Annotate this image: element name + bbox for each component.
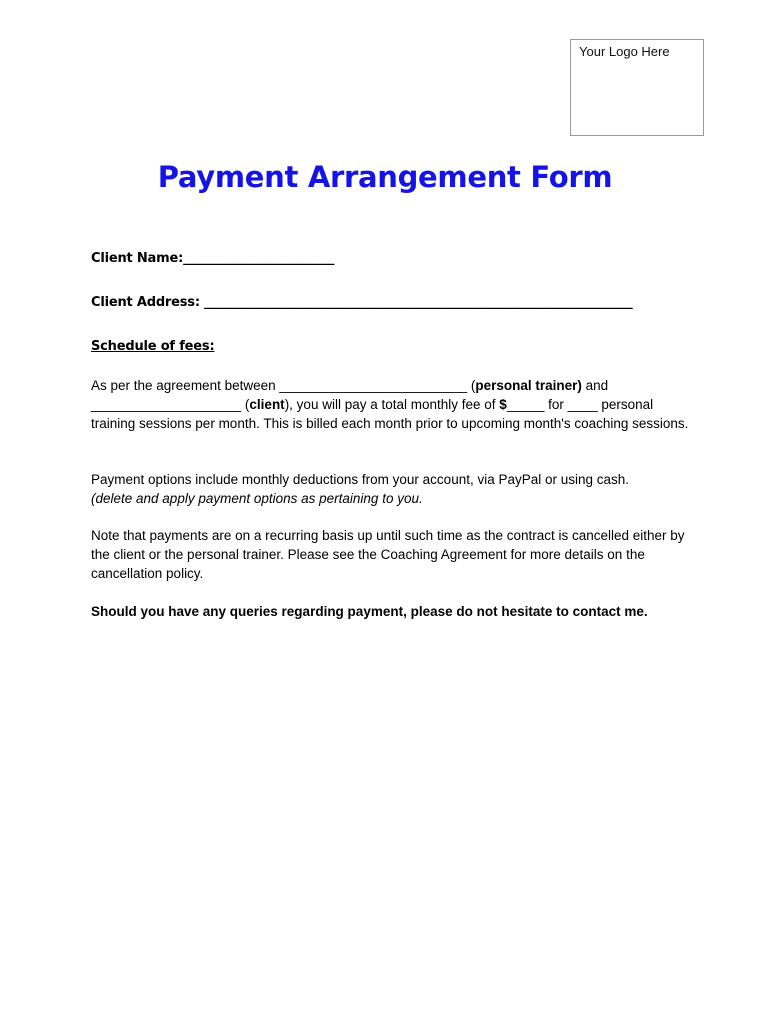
schedule-heading: Schedule of fees: xyxy=(91,339,215,354)
payment-options-note: (delete and apply payment options as pertaining to you. xyxy=(91,491,423,506)
client-address-label: Client Address: xyxy=(91,295,200,310)
logo-placeholder xyxy=(570,39,704,136)
payment-options-paragraph xyxy=(91,470,691,508)
agreement-prefix: As per the agreement between xyxy=(91,378,276,393)
client-address-blank: ____________________________________________________________________ xyxy=(199,295,633,310)
client-address-field xyxy=(91,295,633,310)
page-title: Payment Arrangement Form xyxy=(157,160,613,194)
client-blank: ____________________ ( xyxy=(91,397,250,412)
logo-placeholder-text: Your Logo Here xyxy=(579,44,670,59)
client-after-text: ), you will pay a total monthly fee of xyxy=(284,397,500,412)
client-label: client xyxy=(249,397,285,412)
fee-blank: _____ xyxy=(506,397,545,412)
trainer-blank: _________________________ ( xyxy=(275,378,476,393)
trainer-label: personal trainer) xyxy=(475,378,582,393)
sessions-text: for ____ personal training sessions per month. This is billed each month prior to upcoming month's coaching sessions. xyxy=(91,397,689,431)
client-name-field xyxy=(91,251,334,266)
recurring-note-paragraph: Note that payments are on a recurring basis up until such time as the contract is cancelled either by the client or the personal trainer. Please see the Coaching Agreement for more details on the cancellation policy. xyxy=(91,528,685,581)
client-name-label: Client Name: xyxy=(91,251,184,266)
client-name-blank: ________________________ xyxy=(183,251,335,266)
closing-statement: Should you have any queries regarding payment, please do not hesitate to contact me. xyxy=(91,604,648,619)
and-text: and xyxy=(581,378,609,393)
payment-options-text: Payment options include monthly deductions from your account, via PayPal or using cash. xyxy=(91,472,630,487)
schedule-paragraph xyxy=(91,376,691,433)
dollar-sign: $ xyxy=(499,397,507,412)
